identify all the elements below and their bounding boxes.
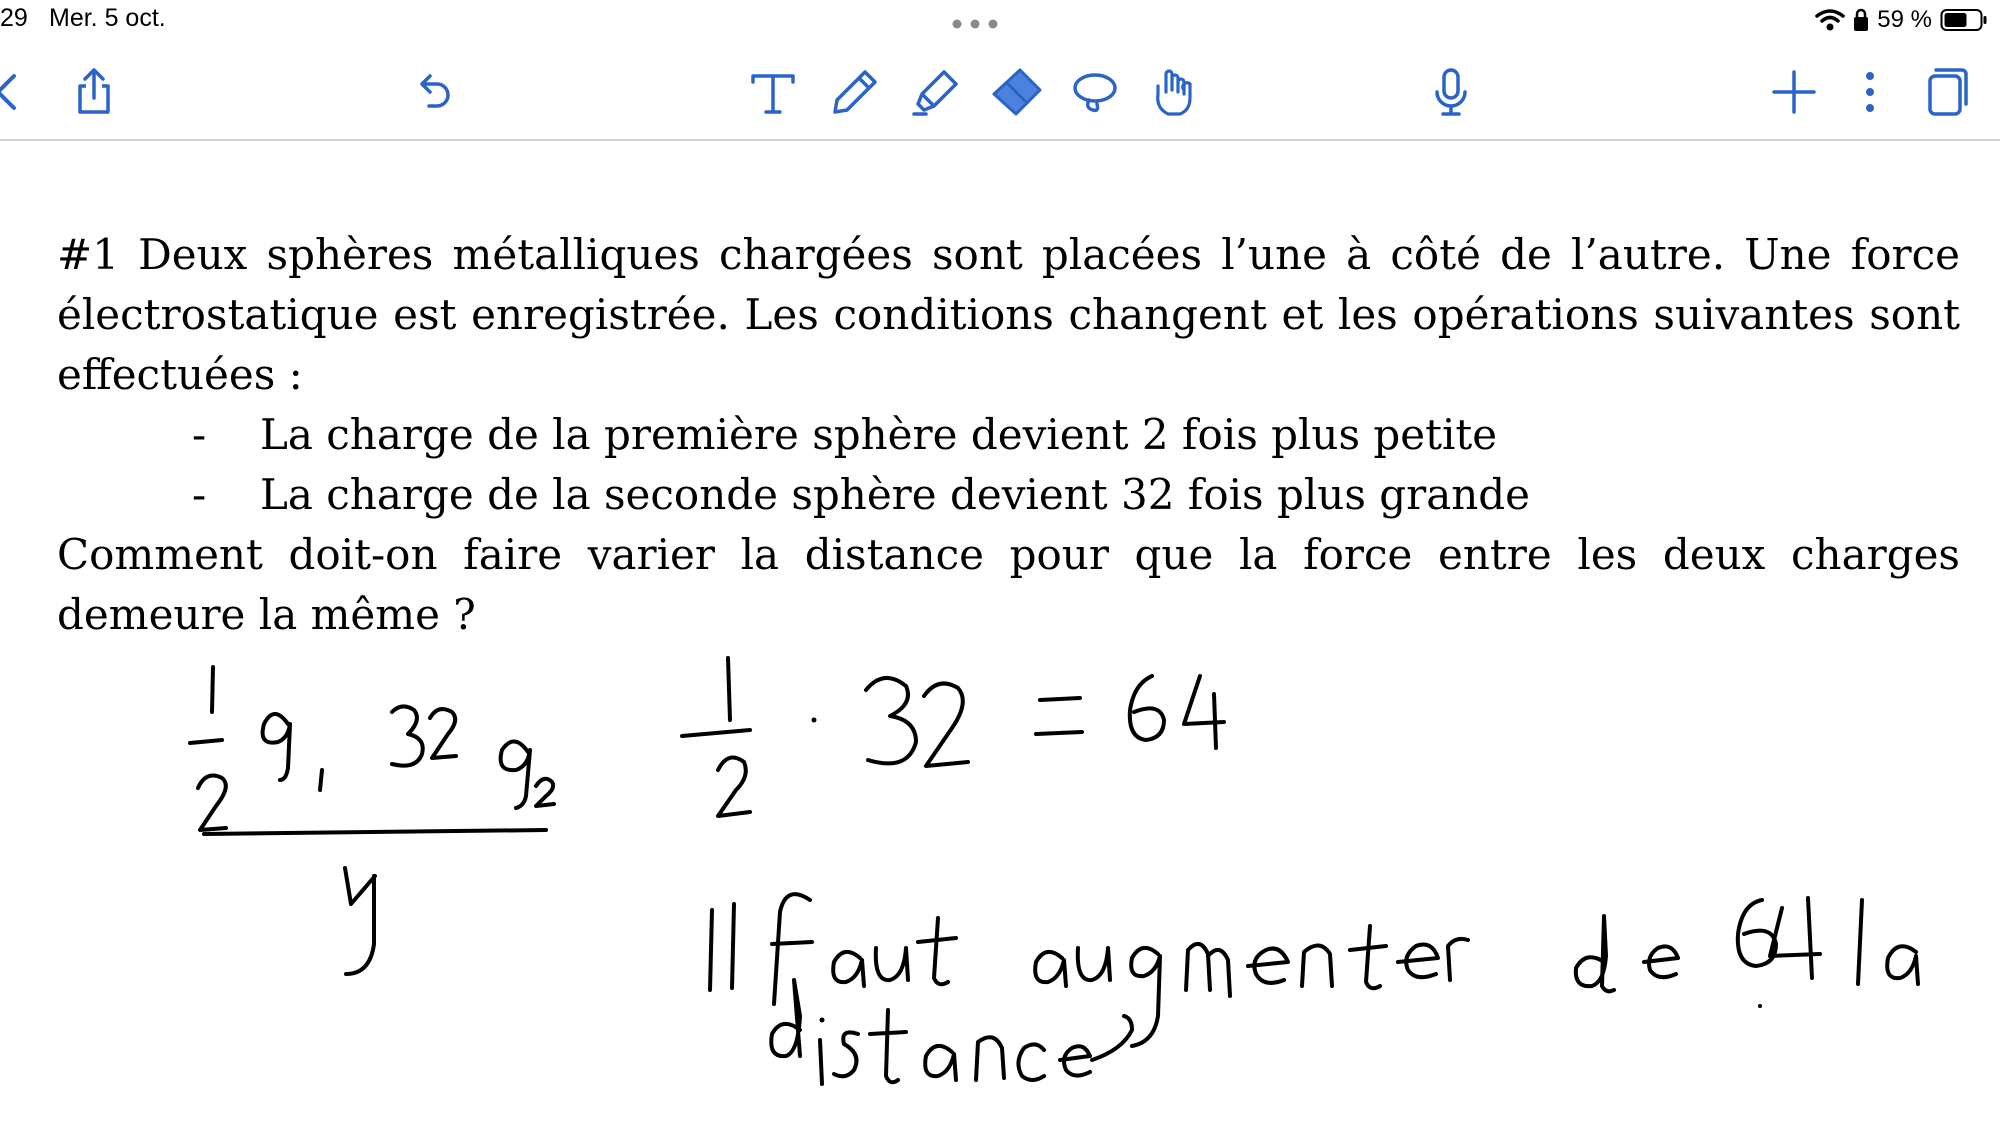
bullet-text: La charge de la première sphère devient 2 fois plus petite: [260, 410, 1498, 459]
orientation-lock-icon: [1853, 8, 1869, 32]
status-bar: [0, 0, 2000, 42]
back-icon: [0, 64, 40, 120]
text-tool-button[interactable]: [743, 62, 803, 122]
pen-icon: [827, 64, 883, 120]
more-icon: [1842, 64, 1898, 120]
bullet-item: [57, 405, 1960, 465]
back-button[interactable]: [0, 62, 42, 122]
status-date: Mer. 5 oct.: [49, 4, 166, 32]
undo-button[interactable]: [403, 62, 463, 122]
more-options-button[interactable]: [1840, 62, 1900, 122]
hand-icon: [1144, 64, 1200, 120]
highlighter-tool-button[interactable]: [906, 62, 966, 122]
text-tool-icon: [745, 64, 801, 120]
lasso-tool-button[interactable]: [1065, 62, 1125, 122]
eraser-tool-button[interactable]: [986, 62, 1046, 122]
pages-icon: [1918, 64, 1974, 120]
hand-tool-button[interactable]: [1142, 62, 1202, 122]
undo-icon: [405, 64, 461, 120]
question-paragraph-2: Comment doit-on faire varier la distance pour que la force entre les deux charges demeure la même ?: [57, 530, 1960, 639]
question-paragraph-1: #1 Deux sphères métalliques chargées sont placées l’une à côté de l’autre. Une force électrostatique est enregistrée. Les conditions changent et les opérations suivantes sont effectuées :: [57, 230, 1960, 399]
handwritten-fraction: [190, 667, 554, 974]
document-page-text: [57, 225, 1960, 645]
handwritten-calculation: [682, 658, 1224, 816]
highlighter-icon: [908, 64, 964, 120]
multitasking-dots-icon[interactable]: [950, 8, 1000, 38]
battery-percent: 59 %: [1877, 6, 1932, 33]
microphone-icon: [1423, 64, 1479, 120]
bullet-text: La charge de la seconde sphère devient 32 fois plus grande: [260, 470, 1531, 519]
add-icon: [1766, 64, 1822, 120]
share-button[interactable]: [64, 62, 124, 122]
share-icon: [66, 64, 122, 120]
wifi-icon: [1815, 8, 1845, 32]
handwritten-answer: [710, 894, 1918, 1084]
pages-overview-button[interactable]: [1916, 62, 1976, 122]
bullet-marker: -: [192, 470, 207, 519]
add-page-button[interactable]: [1764, 62, 1824, 122]
bullet-marker: -: [192, 410, 207, 459]
status-indicators: [1815, 4, 1988, 36]
status-time: 29: [0, 4, 28, 32]
bullet-item: [57, 465, 1960, 525]
goodnotes-toolbar: [0, 42, 2000, 141]
eraser-icon: [988, 64, 1044, 120]
pen-tool-button[interactable]: [825, 62, 885, 122]
battery-icon: [1940, 8, 1988, 32]
lasso-icon: [1067, 64, 1123, 120]
microphone-button[interactable]: [1421, 62, 1481, 122]
